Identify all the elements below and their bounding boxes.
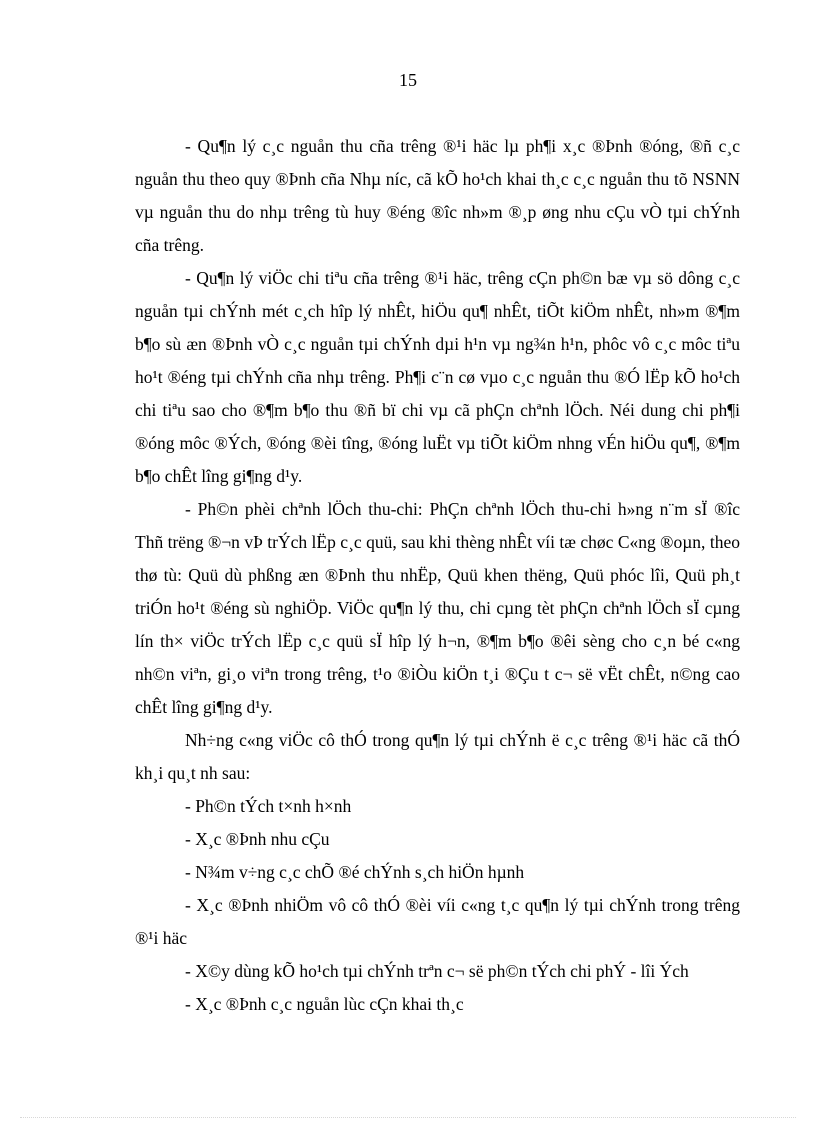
list-item: - X©y dùng kÕ ho¹ch tµi chÝnh trªn c¬ së ph©n tÝch chi phÝ - lîi Ých	[185, 961, 689, 981]
page-number: 15	[399, 70, 417, 90]
list-item: - X¸c ®Þnh nhu cÇu	[185, 829, 330, 849]
document-body	[135, 130, 740, 1021]
list-item: - N¾m v÷ng c¸c chÕ ®é chÝnh s¸ch hiÖn hµnh	[185, 862, 525, 882]
list-item: - X¸c ®Þnh c¸c nguån lùc cÇn khai th¸c	[185, 994, 464, 1014]
page-bottom-divider	[20, 1117, 796, 1118]
paragraph-surplus-distribution: - Ph©n phèi chªnh lÖch thu-chi: PhÇn chªnh lÖch thu-chi h»ng n¨m sÏ ®îc Thñ trëng ®¬n vÞ trÝch lËp c¸c quü, sau khi thèng nhÊt víi tæ chøc C«ng ®oµn, theo thø tù: Quü dù phßng æn ®Þnh thu nhËp, Quü khen thëng, Quü phóc lîi, Quü ph¸t triÓn ho¹t ®éng sù nghiÖp. ViÖc qu¶n lý thu, chi cµng tèt phÇn chªnh lÖch sÏ cµng lín th× viÖc trÝch lËp c¸c quü sÏ hîp lý h¬n, ®¶m b¶o ®êi sèng cho c¸n bé c«ng nh©n viªn, gi¸o viªn trong trêng, t¹o ®iÒu kiÖn t¸i ®Çu t c¬ së vËt chÊt, n©ng cao chÊt lîng gi¶ng d¹y.	[135, 499, 740, 717]
list-item: - X¸c ®Þnh nhiÖm vô cô thÓ ®èi víi c«ng t¸c qu¶n lý tµi chÝnh trong trêng ®¹i häc	[135, 895, 740, 948]
paragraph-revenue-management: - Qu¶n lý c¸c nguån thu cña trêng ®¹i häc lµ ph¶i x¸c ®Þnh ®óng, ®ñ c¸c nguån thu theo quy ®Þnh cña Nhµ níc, cã kÕ ho¹ch khai th¸c c¸c nguån thu tõ NSNN vµ nguån thu do nhµ trêng tù huy ®éng ®îc nh»m ®¸p øng nhu cÇu vÒ tµi chÝnh cña trêng.	[135, 136, 740, 255]
paragraph-spending-management: - Qu¶n lý viÖc chi tiªu cña trêng ®¹i häc, trêng cÇn ph©n bæ vµ sö dông c¸c nguån tµi chÝnh mét c¸ch hîp lý nhÊt, hiÖu qu¶ nhÊt, tiÕt kiÖm nhÊt, nh»m ®¶m b¶o sù æn ®Þnh vÒ c¸c nguån tµi chÝnh dµi h¹n vµ ng¾n h¹n, phôc vô c¸c môc tiªu ho¹t ®éng tµi chÝnh cña nhµ trêng. Ph¶i c¨n cø vµo c¸c nguån thu ®Ó lËp kÕ ho¹ch chi tiªu sao cho ®¶m b¶o thu ®ñ bï chi vµ cã phÇn chªnh lÖch. Néi dung chi ph¶i ®óng môc ®Ých, ®óng ®èi tîng, ®óng luËt vµ tiÕt kiÖm nhng vÉn hiÖu qu¶, ®¶m b¶o chÊt lîng gi¶ng d¹y.	[135, 268, 740, 486]
paragraph-tasks-intro: Nh÷ng c«ng viÖc cô thÓ trong qu¶n lý tµi chÝnh ë c¸c trêng ®¹i häc cã thÓ kh¸i qu¸t nh sau:	[135, 730, 740, 783]
list-item: - Ph©n tÝch t×nh h×nh	[185, 796, 352, 816]
